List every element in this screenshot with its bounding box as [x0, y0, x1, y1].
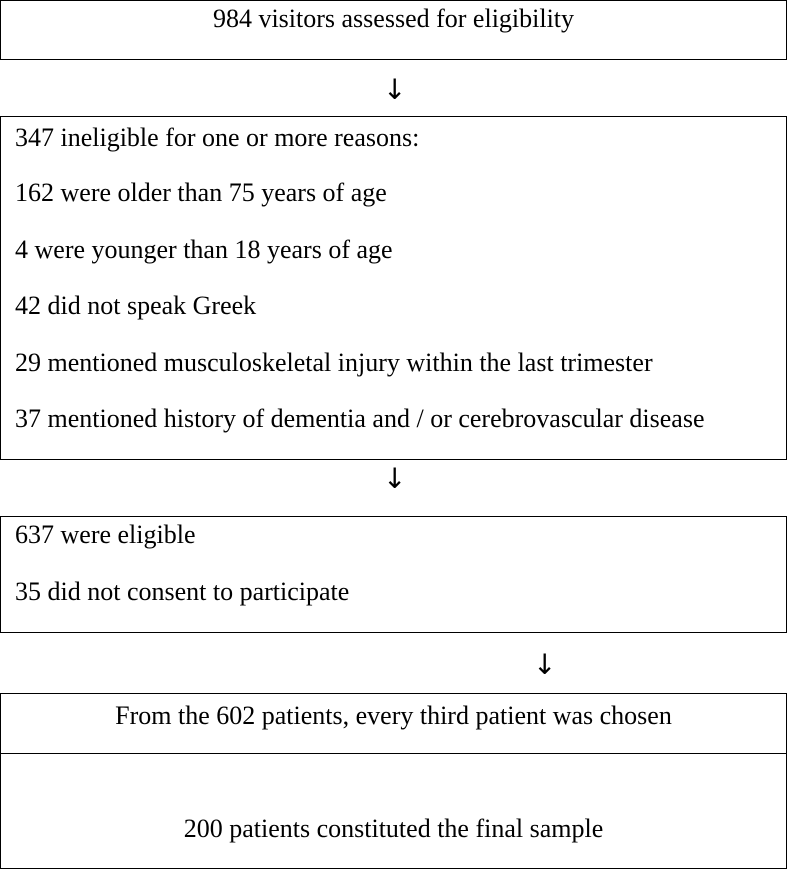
no-consent-text: 35 did not consent to participate	[15, 577, 350, 606]
no-greek-text: 42 did not speak Greek	[15, 291, 257, 320]
eligible-count-text: 637 were eligible	[15, 520, 196, 549]
arrow-down-icon: ↓	[533, 648, 557, 681]
arrow-down-icon: ↓	[383, 462, 407, 495]
dementia-history-text: 37 mentioned history of dementia and / or cerebrovascular disease	[15, 404, 705, 433]
final-sample-text: 200 patients constituted the final sample	[183, 814, 604, 843]
eligible-box	[0, 516, 787, 633]
eligibility-assessment-text: 984 visitors assessed for eligibility	[212, 4, 575, 33]
ineligible-total-text: 347 ineligible for one or more reasons:	[15, 123, 420, 152]
sampling-header-row	[1, 694, 786, 754]
eligibility-assessment-box	[0, 0, 787, 60]
sampling-method-text: From the 602 patients, every third patient was chosen	[115, 701, 672, 730]
ineligible-reasons-box	[0, 116, 787, 460]
musculoskeletal-injury-text: 29 mentioned musculoskeletal injury within the last trimester	[15, 348, 653, 377]
arrow-down-icon: ↓	[383, 73, 407, 106]
older-than-75-text: 162 were older than 75 years of age	[15, 178, 387, 207]
sampling-box	[0, 693, 787, 869]
younger-than-18-text: 4 were younger than 18 years of age	[15, 235, 393, 264]
